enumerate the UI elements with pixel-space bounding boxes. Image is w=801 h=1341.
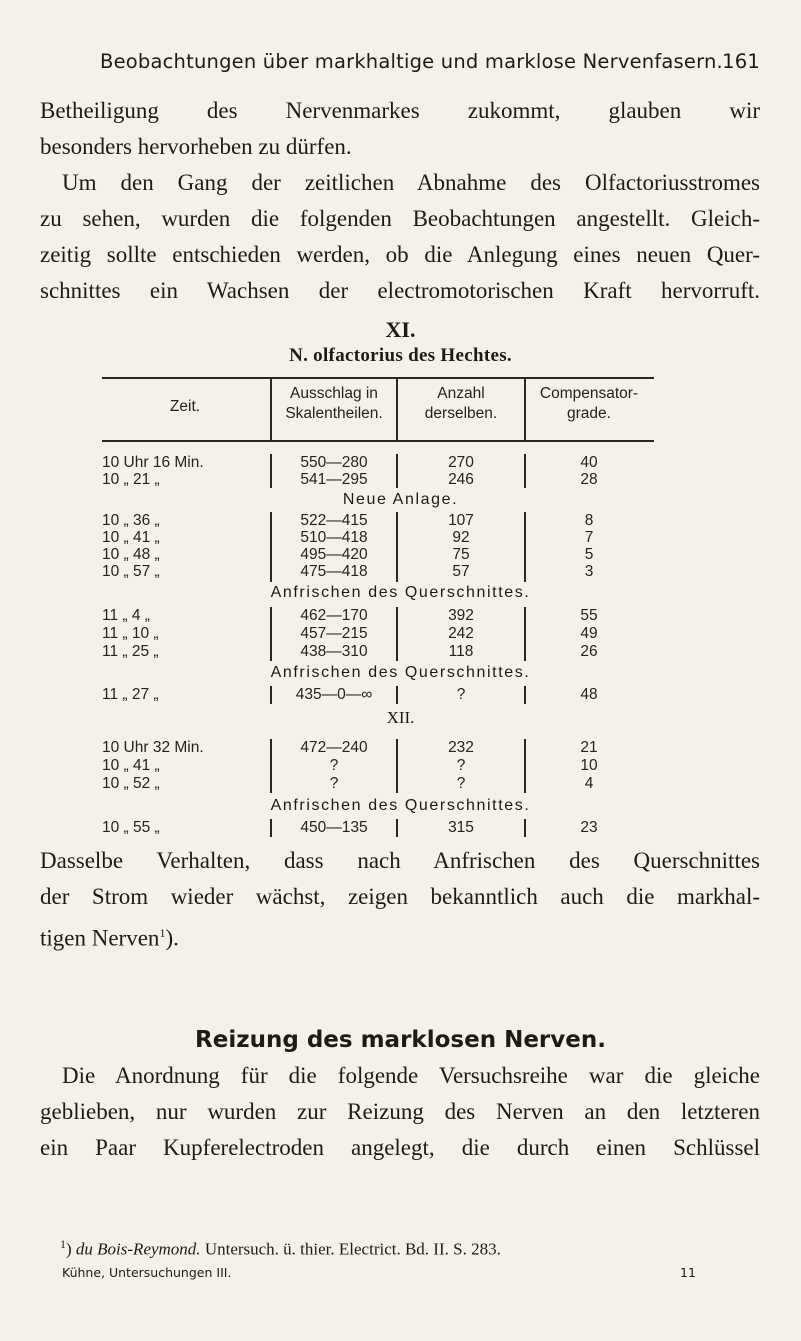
note-anfrischen: Anfrischen des Querschnittes. bbox=[270, 797, 531, 814]
page-number: 161 bbox=[722, 50, 760, 73]
column-divider bbox=[270, 512, 272, 582]
cell-ausschlag: 457—215 bbox=[300, 625, 368, 642]
column-divider bbox=[396, 454, 398, 488]
cell-compensator: 21 bbox=[580, 739, 598, 756]
paragraph-intro bbox=[40, 93, 760, 309]
cell-zeit: 11 „ 10 „ bbox=[102, 625, 159, 642]
header-ausschlag-line: Ausschlag in bbox=[290, 385, 378, 402]
text-line: Dasselbe Verhalten, dass nach Anfrischen des Querschnittes bbox=[40, 848, 760, 873]
cell-ausschlag: 522—415 bbox=[300, 512, 368, 529]
cell-zeit: 10 „ 21 „ bbox=[102, 471, 160, 488]
running-head-title: Beobachtungen über markhaltige und marklose Nervenfasern. bbox=[100, 50, 723, 73]
text-line: besonders hervorheben zu dürfen. bbox=[40, 134, 352, 159]
column-divider bbox=[270, 739, 272, 793]
header-anzahl-line: derselben. bbox=[424, 405, 498, 422]
cell-zeit: 10 Uhr 16 Min. bbox=[102, 454, 204, 471]
cell-zeit: 10 „ 55 „ bbox=[102, 819, 160, 836]
cell-ausschlag: 510—418 bbox=[300, 529, 368, 546]
cell-anzahl: 107 bbox=[448, 512, 474, 529]
footnote-author: du Bois-Reymond. bbox=[75, 1239, 201, 1259]
cell-compensator: 10 bbox=[580, 757, 598, 774]
text-line bbox=[40, 915, 760, 951]
cell-anzahl: 246 bbox=[448, 471, 474, 488]
header-compensator bbox=[526, 384, 652, 424]
cell-ausschlag: ? bbox=[329, 757, 339, 774]
footnote-mark: 1 bbox=[60, 1237, 66, 1251]
header-anzahl-line: Anzahl bbox=[437, 385, 485, 402]
text-line: schnittes ein Wachsen der electromotorischen Kraft hervorruft. bbox=[40, 278, 760, 303]
header-zeit: Zeit. bbox=[169, 398, 201, 415]
header-ausschlag bbox=[272, 384, 396, 424]
cell-zeit: 10 Uhr 32 Min. bbox=[102, 739, 204, 756]
column-divider bbox=[524, 686, 526, 704]
signature-line: Kühne, Untersuchungen III. bbox=[62, 1265, 232, 1280]
cell-ausschlag: 462—170 bbox=[300, 607, 368, 624]
cell-anzahl: 57 bbox=[452, 563, 470, 580]
cell-anzahl: 392 bbox=[448, 607, 474, 624]
footnote-text: Untersuch. ü. thier. Electrict. Bd. II. S. 283. bbox=[200, 1239, 501, 1259]
text-fragment: ). bbox=[165, 925, 179, 951]
cell-zeit: 11 „ 27 „ bbox=[102, 686, 159, 703]
cell-compensator: 7 bbox=[584, 529, 594, 546]
column-divider bbox=[270, 686, 272, 704]
cell-anzahl: ? bbox=[456, 757, 466, 774]
note-anfrischen: Anfrischen des Querschnittes. bbox=[270, 584, 531, 601]
cell-anzahl: 232 bbox=[448, 739, 474, 756]
cell-zeit: 10 „ 36 „ bbox=[102, 512, 160, 529]
cell-zeit: 10 „ 52 „ bbox=[102, 775, 160, 792]
cell-compensator: 28 bbox=[580, 471, 598, 488]
cell-ausschlag: 495—420 bbox=[300, 546, 368, 563]
column-divider bbox=[524, 739, 526, 793]
cell-anzahl: 118 bbox=[448, 643, 474, 660]
cell-zeit: 11 „ 4 „ bbox=[102, 607, 150, 624]
paragraph-anordnung bbox=[40, 1058, 760, 1166]
text-fragment: tigen Nerven bbox=[40, 925, 160, 951]
cell-anzahl: 92 bbox=[452, 529, 470, 546]
cell-compensator: 3 bbox=[584, 563, 594, 580]
cell-anzahl: ? bbox=[456, 775, 466, 792]
cell-zeit: 10 „ 41 „ bbox=[102, 529, 160, 546]
cell-anzahl: 270 bbox=[448, 454, 474, 471]
note-anfrischen: Anfrischen des Querschnittes. bbox=[270, 664, 531, 681]
cell-zeit: 10 „ 41 „ bbox=[102, 757, 160, 774]
text-line: zu sehen, wurden die folgenden Beobachtungen angestellt. Gleich- bbox=[40, 206, 760, 231]
column-divider bbox=[396, 377, 398, 442]
column-divider bbox=[524, 607, 526, 661]
cell-ausschlag: 450—135 bbox=[300, 819, 368, 836]
section-heading: Reizung des marklosen Nerven. bbox=[195, 1027, 606, 1053]
cell-anzahl: ? bbox=[456, 686, 466, 703]
cell-ausschlag: 541—295 bbox=[300, 471, 368, 488]
section-number-xi: XI. bbox=[385, 317, 416, 342]
text-line: ein Paar Kupferelectroden angelegt, die durch einen Schlüssel bbox=[40, 1135, 760, 1160]
cell-ausschlag: 435—0—∞ bbox=[295, 686, 373, 703]
column-divider bbox=[396, 739, 398, 793]
cell-ausschlag: 550—280 bbox=[300, 454, 368, 471]
header-compensator-line: Compensator- bbox=[539, 385, 639, 402]
cell-compensator: 4 bbox=[584, 775, 594, 792]
table-header-rule bbox=[102, 440, 654, 442]
section-number-xii: XII. bbox=[386, 708, 415, 727]
text-line: der Strom wieder wächst, zeigen bekanntlich auch die markhal- bbox=[40, 884, 760, 909]
text-line: geblieben, nur wurden zur Reizung des Nerven an den letzteren bbox=[40, 1099, 760, 1124]
cell-compensator: 5 bbox=[584, 546, 594, 563]
text-line: Um den Gang der zeitlichen Abnahme des Olfactoriusstromes bbox=[62, 170, 760, 195]
column-divider bbox=[524, 454, 526, 488]
column-divider bbox=[270, 607, 272, 661]
column-divider bbox=[396, 512, 398, 582]
cell-anzahl: 242 bbox=[448, 625, 474, 642]
header-ausschlag-line: Skalentheilen. bbox=[285, 405, 383, 422]
header-anzahl bbox=[398, 384, 524, 424]
column-divider bbox=[396, 607, 398, 661]
column-divider bbox=[524, 512, 526, 582]
cell-compensator: 49 bbox=[580, 625, 598, 642]
note-neue-anlage: Neue Anlage. bbox=[342, 491, 459, 508]
column-divider bbox=[270, 454, 272, 488]
cell-anzahl: 315 bbox=[448, 819, 474, 836]
cell-ausschlag: 472—240 bbox=[300, 739, 368, 756]
table-caption: N. olfactorius des Hechtes. bbox=[289, 345, 512, 366]
cell-compensator: 48 bbox=[580, 686, 598, 703]
cell-ausschlag: ? bbox=[329, 775, 339, 792]
cell-compensator: 8 bbox=[584, 512, 594, 529]
cell-compensator: 23 bbox=[580, 819, 598, 836]
cell-zeit: 10 „ 57 „ bbox=[102, 563, 160, 580]
column-divider bbox=[396, 686, 398, 704]
footnote bbox=[60, 1237, 770, 1260]
text-line: Die Anordnung für die folgende Versuchsreihe war die gleiche bbox=[62, 1063, 760, 1088]
text-line: zeitig sollte entschieden werden, ob die Anlegung eines neuen Quer- bbox=[40, 242, 760, 267]
table-top-rule bbox=[102, 377, 654, 379]
column-divider bbox=[524, 819, 526, 837]
cell-zeit: 11 „ 25 „ bbox=[102, 643, 159, 660]
column-divider bbox=[270, 819, 272, 837]
cell-compensator: 40 bbox=[580, 454, 598, 471]
cell-ausschlag: 438—310 bbox=[300, 643, 368, 660]
paragraph-dasselbe bbox=[40, 843, 760, 951]
footnote-separator: ) bbox=[66, 1239, 76, 1259]
cell-ausschlag: 475—418 bbox=[300, 563, 368, 580]
footnote-reference: 1 bbox=[159, 926, 166, 940]
cell-zeit: 10 „ 48 „ bbox=[102, 546, 160, 563]
column-divider bbox=[396, 819, 398, 837]
text-line: Betheiligung des Nervenmarkes zukommt, glauben wir bbox=[40, 98, 760, 123]
signature-sheet-number: 11 bbox=[680, 1265, 696, 1280]
cell-compensator: 55 bbox=[580, 607, 598, 624]
column-divider bbox=[270, 377, 272, 442]
header-compensator-line: grade. bbox=[567, 405, 611, 422]
column-divider bbox=[524, 377, 526, 442]
cell-compensator: 26 bbox=[580, 643, 598, 660]
cell-anzahl: 75 bbox=[452, 546, 470, 563]
